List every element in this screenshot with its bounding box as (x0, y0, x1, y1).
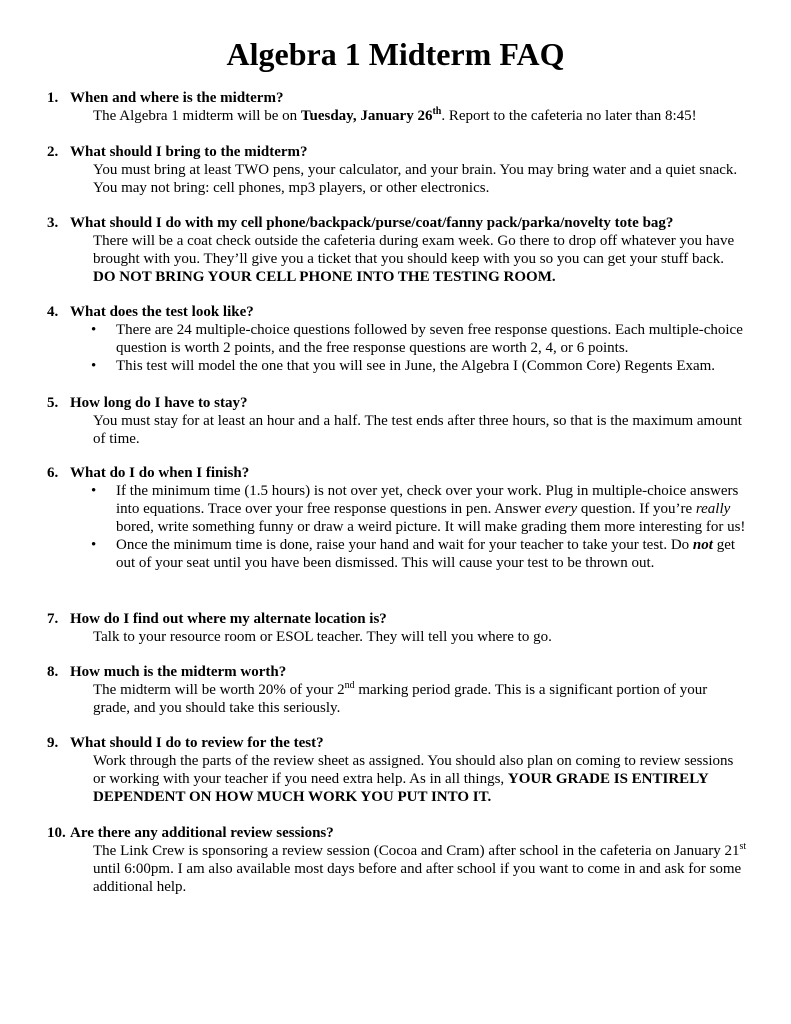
faq-item-2 (47, 143, 747, 197)
answer-text: Talk to your resource room or ESOL teacher. They will tell you where to go. (93, 629, 552, 645)
faq-item-7 (47, 610, 747, 646)
question-heading (47, 824, 747, 842)
question-heading (47, 143, 747, 161)
answer-text: You must stay for at least an hour and a half. The test ends after three hours, so that is the maximum amount of time. (93, 413, 742, 447)
bullet-item: • This test will model the one that you will see in June, the Algebra I (Common Core) Regents Exam. (47, 357, 747, 375)
answer-part: The midterm will be worth 20% of your 2 (93, 682, 345, 698)
question-number: 1. (47, 90, 59, 106)
answer-part: . Report to the cafeteria no later than 8:45! (441, 108, 697, 124)
question-heading (47, 394, 747, 412)
answer-part: Work through the parts of the review sheet as assigned. You should also plan on coming to review sessions or working with your teacher if you need extra help. As in all things, (93, 753, 734, 787)
answer-part: until 6:00pm. I am also available most days before and after school if you want to come in and ask for some additional help. (93, 861, 742, 895)
faq-item-6 (47, 464, 747, 572)
emphasis: not (692, 537, 713, 553)
bullet-part: Once the minimum time is done, raise your hand and wait for your teacher to take your test. Do (116, 537, 693, 553)
bullet-part: bored, write something funny or draw a weird picture. It will make grading them more interesting for us! (116, 519, 746, 535)
bullet-item (47, 482, 747, 536)
question-heading (47, 89, 747, 107)
question-number: 5. (47, 395, 59, 411)
bullet-list (47, 482, 747, 572)
faq-item-4 (47, 303, 747, 375)
answer-text (47, 107, 747, 125)
question-number: 3. (47, 215, 59, 231)
question-heading (47, 303, 747, 321)
answer-text (47, 752, 747, 806)
bullet-part: If the minimum time (1.5 hours) is not over yet, check over your work. Plug in multiple-choice answers into equations. Trace over your free response questions in pen. Answer (116, 483, 739, 517)
bullet-item: • There are 24 multiple-choice questions followed by seven free response questions. Each multiple-choice question is worth 2 points, and the free response questions are worth 2, 4, or 6 points. (47, 321, 747, 357)
superscript: st (739, 841, 747, 852)
answer-text (47, 681, 747, 717)
answer-part: The Link Crew is sponsoring a review session (Cocoa and Cram) after school in the cafeteria on January 21 (93, 843, 740, 859)
superscript: th (432, 106, 442, 117)
question-heading (47, 464, 747, 482)
question-text: When and where is the midterm? (70, 90, 284, 106)
bullet-part: question. If you’re (577, 501, 696, 517)
question-heading (47, 734, 747, 752)
bullet-list (47, 321, 747, 375)
question-number: 9. (47, 735, 59, 751)
faq-item-1 (47, 89, 747, 125)
answer-emphasis: YOUR GRADE IS ENTIRELY DEPENDENT ON HOW MUCH WORK YOU PUT INTO IT. (93, 771, 709, 805)
faq-item-5 (47, 394, 747, 448)
faq-item-3 (47, 214, 747, 286)
question-text: What should I do with my cell phone/backpack/purse/coat/fanny pack/parka/novelty tote bag? (70, 215, 674, 231)
emphasis: really (695, 501, 731, 517)
emphasis: every (544, 501, 578, 517)
answer-warning: DO NOT BRING YOUR CELL PHONE INTO THE TESTING ROOM. (93, 269, 556, 285)
question-number: 6. (47, 465, 59, 481)
answer-part: marking period grade. This is a significant portion of your grade, and you should take this seriously. (93, 682, 708, 716)
question-heading (47, 663, 747, 681)
question-heading (47, 214, 747, 232)
faq-item-10 (47, 824, 747, 896)
question-text: Are there any additional review sessions? (70, 825, 334, 841)
question-text: What does the test look like? (70, 304, 254, 320)
question-number: 7. (47, 611, 59, 627)
question-number: 2. (47, 144, 59, 160)
page-title: Algebra 1 Midterm FAQ (226, 36, 565, 72)
faq-item-9 (47, 734, 747, 806)
bullet-item (47, 536, 747, 572)
question-number: 10. (47, 825, 66, 841)
question-text: What should I do to review for the test? (70, 735, 324, 751)
answer-text (47, 232, 747, 286)
question-text: How long do I have to stay? (70, 395, 248, 411)
answer-date: Tuesday, January 26 (300, 108, 433, 124)
bullet-part: get out of your seat until you have been dismissed. This will cause your test to be thrown out. (116, 537, 736, 571)
question-text: How do I find out where my alternate location is? (70, 611, 387, 627)
faq-item-8 (47, 663, 747, 717)
answer-part: The Algebra 1 midterm will be on (93, 108, 301, 124)
answer-text (47, 842, 747, 896)
question-heading (47, 610, 747, 628)
answer-text: You must bring at least TWO pens, your calculator, and your brain. You may bring water and a quiet snack. You may not bring: cell phones, mp3 players, or other electronics. (93, 162, 738, 196)
superscript: nd (344, 680, 355, 691)
question-text: What should I bring to the midterm? (70, 144, 308, 160)
question-number: 8. (47, 664, 59, 680)
answer-part: There will be a coat check outside the cafeteria during exam week. Go there to drop off whatever you have brought with you. They’ll give you a ticket that you should keep with you so you can get your stuff back. (93, 233, 735, 267)
question-number: 4. (47, 304, 59, 320)
question-text: What do I do when I finish? (70, 465, 250, 481)
question-text: How much is the midterm worth? (70, 664, 287, 680)
